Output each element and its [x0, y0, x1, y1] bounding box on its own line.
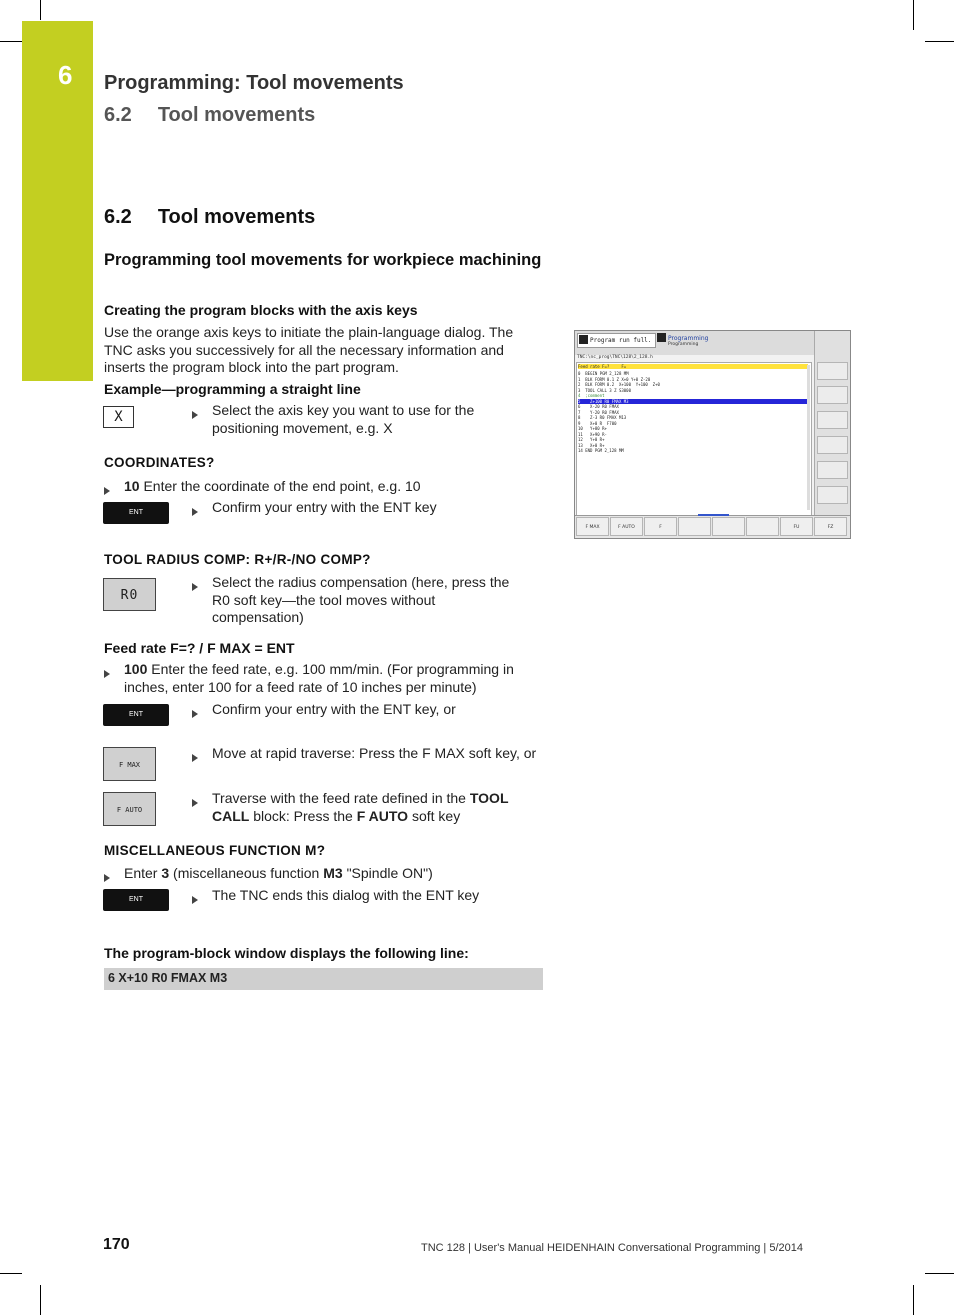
tnc-mode-bar: [575, 331, 816, 355]
axis-key-x[interactable]: X: [103, 406, 134, 428]
ent-key[interactable]: ENT: [103, 889, 169, 911]
running-header-section-number: 6.2: [104, 104, 132, 126]
program-line: 11 X+90 R-: [578, 431, 607, 437]
section-heading: [104, 206, 315, 229]
program-line: 9 X+0 R F700: [578, 420, 617, 426]
tnc-mode-prog-label: Programming: [668, 335, 709, 342]
step-tnc-ends-text: The TNC ends this dialog with the ENT key: [212, 887, 480, 903]
dialog-coordinates: COORDINATES?: [104, 455, 215, 470]
step-confirm-ent: [192, 499, 522, 522]
softkey-f[interactable]: F: [644, 517, 677, 536]
softkey-empty[interactable]: [712, 517, 745, 536]
program-line: 8 Z-3 R0 FMAX M13: [578, 415, 627, 420]
program-line: 6 X-20 R0 FMAX: [578, 404, 619, 409]
running-header-section: [104, 104, 315, 127]
tnc-mode-programming: [657, 333, 797, 351]
running-header-title: Programming: Tool movements: [104, 72, 404, 94]
result-heading: The program-block window displays the following line:: [104, 945, 469, 961]
step-fauto: [192, 790, 537, 825]
crop-mark: [913, 1285, 914, 1315]
ent-key[interactable]: ENT: [103, 502, 169, 524]
step-select-radius: [192, 574, 512, 627]
step-select-axis: [192, 402, 512, 437]
coord-value: 10: [124, 478, 140, 494]
softkey-fauto[interactable]: F AUTO: [610, 517, 643, 536]
misc-enter-text: Enter: [124, 865, 162, 881]
program-line-active: 5 Z+100 R0 FMAX M3: [578, 399, 808, 404]
softkey-empty[interactable]: [746, 517, 779, 536]
program-line: 12 Y+0 R+: [578, 437, 605, 442]
step-tnc-ends: [192, 887, 522, 910]
misc-m3: M3: [323, 865, 343, 881]
tnc-softkey-row: [575, 515, 851, 538]
fmax-soft-key[interactable]: F MAX: [103, 747, 156, 781]
section-number: 6.2: [104, 206, 132, 228]
feed-value: 100: [124, 661, 148, 677]
step-enter-misc: [104, 865, 544, 888]
step-fauto-fauto: F AUTO: [356, 807, 409, 824]
program-scrollbar[interactable]: [807, 365, 810, 510]
tnc-mode-prog-sub: Programming: [668, 342, 699, 347]
side-softkey[interactable]: [817, 411, 848, 429]
crop-mark: [40, 1285, 41, 1315]
softkey-fu[interactable]: FU: [780, 517, 813, 536]
example-heading: Example—programming a straight line: [104, 381, 361, 397]
softkey-page-indicator: [698, 514, 729, 516]
chapter-number: 6: [58, 60, 73, 90]
tnc-program-window: [576, 362, 812, 517]
dialog-radius-comp: TOOL RADIUS COMP: R+/R-/NO COMP?: [104, 552, 371, 567]
coord-text: Enter the coordinate of the end point, e.g. 10: [143, 478, 421, 494]
step-confirm-ent-or: [192, 701, 522, 724]
side-softkey[interactable]: [817, 386, 848, 404]
dialog-feed-rate: Feed rate F=? / F MAX = ENT: [104, 640, 295, 656]
program-line: 4 ;comment: [578, 393, 605, 398]
tnc-dialog-prompt: Feed rate F=? F=: [578, 364, 808, 369]
program-line: 14 END PGM 2_128 MM: [578, 448, 624, 453]
subsection-heading: Programming tool movements for workpiece machining: [104, 251, 542, 269]
result-block-line: [104, 968, 543, 990]
softkey-fmax[interactable]: F MAX: [576, 517, 609, 536]
fauto-soft-key[interactable]: F AUTO: [103, 792, 156, 826]
ent-key[interactable]: ENT: [103, 704, 169, 726]
crop-mark: [925, 1273, 954, 1274]
step-fauto-text-3: soft key: [408, 807, 461, 824]
page-number: 170: [103, 1236, 130, 1253]
step-confirm-ent-text: Confirm your entry with the ENT key: [212, 499, 437, 515]
crop-mark: [913, 0, 914, 30]
creating-heading: Creating the program blocks with the axis keys: [104, 302, 418, 318]
section-title: Tool movements: [157, 206, 316, 228]
tnc-program-path: TNC:\nc_prog\TNC\128\2_128.h: [577, 355, 653, 360]
misc-end-text: "Spindle ON"): [342, 865, 433, 881]
creating-paragraph: Use the orange axis keys to initiate the plain-language dialog. The TNC asks you successively for all the necessary information and inserts the program block into the part program.: [104, 324, 514, 375]
result-line-text: 6 X+10 R0 FMAX M3: [108, 971, 228, 985]
step-select-axis-text: Select the axis key you want to use for the positioning movement, e.g. X: [212, 402, 475, 436]
tnc-screenshot: [574, 330, 851, 539]
step-enter-feed: [104, 661, 544, 696]
step-enter-coordinate: [104, 478, 534, 501]
tnc-side-softkeys: [814, 331, 850, 516]
program-line: 2 BLK FORM 0.2 X+100 Y+100 Z+0: [578, 382, 660, 387]
crop-mark: [925, 41, 954, 42]
program-line: 10 Y+80 R+: [578, 426, 607, 431]
program-line: 7 Y-20 R0 FMAX: [578, 409, 619, 415]
program-line: 1 BLK FORM 0.1 Z X+0 Y+0 Z-20: [578, 376, 651, 382]
running-header-section-title: Tool movements: [157, 104, 316, 126]
footer-text: TNC 128 | User's Manual HEIDENHAIN Conversational Programming | 5/2014: [421, 1242, 803, 1254]
step-fauto-text-1: Traverse with the feed rate defined in the: [212, 790, 470, 806]
feed-text: Enter the feed rate, e.g. 100 mm/min. (For programming in inches, enter 100 for a feed rate of 10 inches per minute): [124, 661, 514, 695]
misc-mid-text: (miscellaneous function: [169, 865, 324, 881]
dialog-misc-function: MISCELLANEOUS FUNCTION M?: [104, 843, 326, 858]
step-fmax-text: Move at rapid traverse: Press the F MAX soft key, or: [212, 745, 537, 761]
crop-mark: [40, 0, 41, 20]
side-softkey[interactable]: [817, 461, 848, 479]
softkey-fz[interactable]: FZ: [814, 517, 847, 536]
program-line: 13 X+0 R+: [578, 442, 605, 448]
run-mode-icon: [579, 335, 588, 344]
step-select-radius-text: Select the radius compensation (here, press the R0 soft key—the tool moves without compensation): [212, 574, 510, 625]
tnc-mode-run-label: Program run full.: [590, 337, 652, 344]
side-softkey[interactable]: [817, 436, 848, 454]
misc-value: 3: [161, 865, 170, 881]
softkey-empty[interactable]: [678, 517, 711, 536]
r0-soft-key[interactable]: R0: [103, 578, 156, 611]
step-fauto-tool-call: TOOL CALL: [212, 790, 509, 824]
program-line: 0 BEGIN PGM 2_128 MM: [578, 371, 629, 376]
step-fauto-text-2: block: Press the: [249, 807, 357, 824]
step-fmax: [192, 745, 537, 768]
tnc-mode-run: [577, 333, 656, 348]
crop-mark: [0, 41, 22, 42]
side-softkey[interactable]: [817, 362, 848, 380]
crop-mark: [0, 1273, 22, 1274]
step-confirm-ent-or-text: Confirm your entry with the ENT key, or: [212, 701, 456, 717]
programming-mode-icon: [657, 333, 666, 342]
program-line: 3 TOOL CALL 3 Z S3000: [578, 387, 631, 393]
side-softkey[interactable]: [817, 486, 848, 504]
